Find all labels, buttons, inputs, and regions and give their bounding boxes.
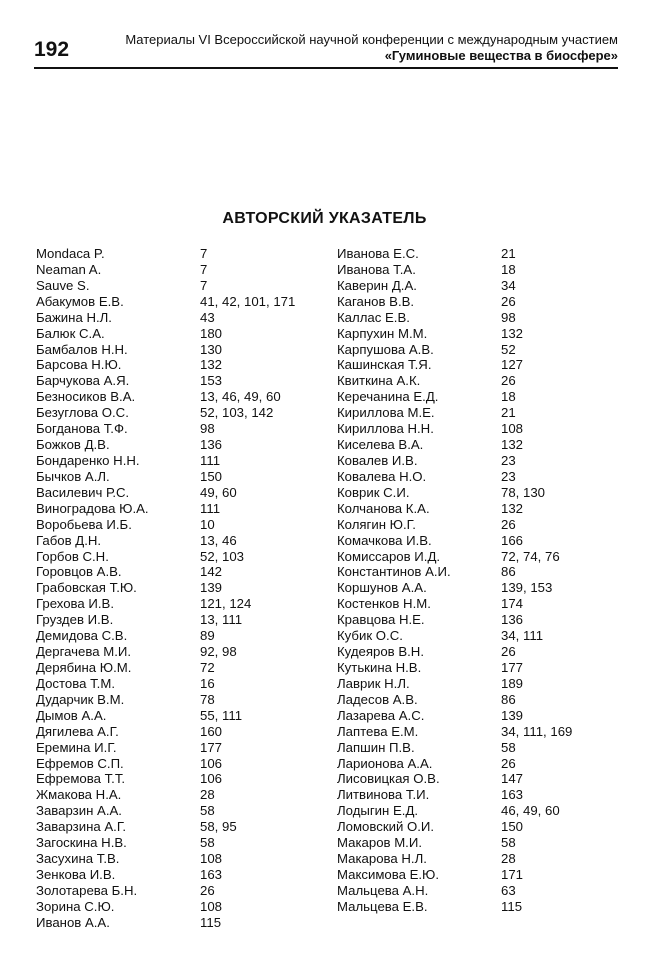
page-references: 52, 103 (200, 548, 244, 564)
page-references: 108 (501, 421, 524, 437)
index-entry (337, 692, 627, 708)
index-entry (337, 262, 627, 278)
index-entry (337, 373, 627, 389)
index-entry (36, 596, 326, 612)
author-name: Лапшин П.В. (337, 739, 415, 755)
author-name: Каганов В.В. (337, 293, 415, 309)
index-entry (337, 294, 627, 310)
index-entry (36, 724, 326, 740)
index-entry (337, 342, 627, 358)
page-references: 108 (200, 851, 223, 867)
author-name: Mondaca P. (36, 246, 105, 261)
page-references: 150 (200, 468, 223, 484)
page-references: 160 (200, 723, 223, 739)
index-entry (36, 883, 326, 899)
author-name: Ломовский О.И. (337, 819, 435, 835)
page-references: 18 (501, 389, 516, 405)
page-references: 7 (200, 261, 208, 277)
author-name: Габов Д.Н. (36, 532, 102, 548)
index-entry (337, 644, 627, 660)
index-entry (36, 326, 326, 342)
index-entry (337, 469, 627, 485)
author-name: Лисовицкая О.В. (337, 771, 440, 787)
author-name: Макарова Н.Л. (337, 851, 427, 867)
page-references: 115 (200, 914, 222, 930)
page-references: 78, 130 (501, 484, 545, 500)
index-entry (337, 549, 627, 565)
author-name: Грабовская Т.Ю. (36, 580, 137, 596)
author-name: Карпухин М.М. (337, 325, 428, 341)
author-name: Кравцова Н.Е. (337, 612, 425, 628)
index-entry (36, 437, 326, 453)
page-references: 7 (200, 277, 208, 293)
author-name: Кубик О.С. (337, 628, 403, 644)
author-name: Засухина Т.В. (36, 851, 120, 867)
page-references: 89 (200, 628, 215, 644)
index-entry (36, 564, 326, 580)
index-entry (337, 501, 627, 517)
section-title: АВТОРСКИЙ УКАЗАТЕЛЬ (222, 210, 427, 227)
page-references: 115 (501, 898, 523, 914)
page-references: 130 (200, 341, 223, 357)
author-name: Бажина Н.Л. (36, 309, 112, 325)
page-references: 16 (200, 675, 215, 691)
index-entry (36, 262, 326, 278)
author-name: Кашинская Т.Я. (337, 357, 432, 373)
index-entry (36, 485, 326, 501)
page-references: 150 (501, 819, 524, 835)
author-name: Колягин Ю.Г. (337, 516, 416, 532)
page-references: 13, 111 (200, 612, 243, 628)
author-name: Ковалева Н.О. (337, 468, 427, 484)
page-references: 78 (200, 691, 215, 707)
page-references: 98 (501, 309, 516, 325)
author-name: Neaman A. (36, 261, 102, 277)
index-entry (36, 676, 326, 692)
index-entry (36, 835, 326, 851)
index-entry (337, 883, 627, 899)
index-entry (36, 692, 326, 708)
page-references: 132 (200, 357, 223, 373)
index-entry (337, 660, 627, 676)
page-references: 34, 111, 169 (501, 723, 573, 739)
page-references: 127 (501, 357, 524, 373)
author-name: Литвинова Т.И. (337, 787, 430, 803)
page-references: 26 (501, 293, 516, 309)
author-name: Горбов С.Н. (36, 548, 109, 564)
index-entry (337, 771, 627, 787)
index-entry (337, 899, 627, 915)
index-entry (337, 453, 627, 469)
index-entry (36, 373, 326, 389)
page-references: 41, 42, 101, 171 (200, 293, 296, 309)
author-name: Воробьева И.Б. (36, 516, 132, 532)
author-name: Дергачева М.И. (36, 644, 132, 660)
page-references: 13, 46, 49, 60 (200, 389, 281, 405)
page-references: 26 (501, 373, 516, 389)
author-name: Sauve S. (36, 277, 90, 293)
author-name: Дягилева А.Г. (36, 723, 119, 739)
index-entry (36, 580, 326, 596)
author-name: Безуглова О.С. (36, 405, 129, 421)
author-name: Ефремов С.П. (36, 755, 124, 771)
author-name: Кириллова М.Е. (337, 405, 435, 421)
page-references: 86 (501, 564, 516, 580)
author-name: Абакумов Е.В. (36, 293, 124, 309)
index-entry (36, 405, 326, 421)
header-rule (34, 67, 618, 69)
page-references: 7 (200, 246, 208, 261)
page-references: 23 (501, 452, 516, 468)
index-entry (36, 246, 326, 262)
author-name: Бамбалов Н.Н. (36, 341, 128, 357)
page-references: 106 (200, 771, 223, 787)
index-entry (36, 421, 326, 437)
index-entry (337, 278, 627, 294)
page-references: 132 (501, 500, 524, 516)
page-references: 174 (501, 596, 524, 612)
index-entry (36, 708, 326, 724)
index-entry (36, 549, 326, 565)
page-references: 55, 111 (200, 707, 243, 723)
page-references: 23 (501, 468, 516, 484)
author-name: Божков Д.В. (36, 437, 110, 453)
page-references: 180 (200, 325, 223, 341)
author-name: Заварзин А.А. (36, 803, 122, 819)
page-references: 142 (200, 564, 223, 580)
author-name: Золотарева Б.Н. (36, 882, 138, 898)
page-references: 72, 74, 76 (501, 548, 560, 564)
page-references: 28 (501, 851, 516, 867)
page-references: 139 (501, 707, 524, 723)
author-index-right-column (337, 246, 627, 915)
author-name: Барсова Н.Ю. (36, 357, 122, 373)
index-entry (36, 787, 326, 803)
author-name: Богданова Т.Ф. (36, 421, 128, 437)
author-name: Комачкова И.В. (337, 532, 432, 548)
index-entry (337, 851, 627, 867)
page-references: 136 (501, 612, 524, 628)
page-references: 26 (501, 516, 516, 532)
index-entry (337, 389, 627, 405)
index-entry (337, 596, 627, 612)
index-entry (337, 740, 627, 756)
author-name: Квиткина А.К. (337, 373, 421, 389)
page-references: 34 (501, 277, 516, 293)
page-references: 163 (200, 866, 223, 882)
author-name: Жмакова Н.А. (36, 787, 122, 803)
index-entry (337, 803, 627, 819)
index-entry (337, 628, 627, 644)
index-entry (36, 310, 326, 326)
index-entry (337, 405, 627, 421)
author-name: Комиссаров И.Д. (337, 548, 441, 564)
page-references: 72 (200, 659, 215, 675)
index-entry (337, 357, 627, 373)
page-references: 106 (200, 755, 223, 771)
index-entry (337, 756, 627, 772)
index-entry (36, 357, 326, 373)
author-name: Лаптева Е.М. (337, 723, 419, 739)
page-references: 177 (200, 739, 223, 755)
index-entry (337, 246, 627, 262)
page-references: 52 (501, 341, 516, 357)
page-references: 58 (501, 739, 516, 755)
page-references: 26 (501, 755, 516, 771)
page-references: 58 (501, 835, 516, 851)
author-name: Каверин Д.А. (337, 277, 417, 293)
page-references: 34, 111 (501, 628, 544, 644)
index-entry (36, 803, 326, 819)
index-entry (36, 517, 326, 533)
author-name: Груздев И.В. (36, 612, 114, 628)
author-name: Бычков А.Л. (36, 468, 110, 484)
page-references: 108 (200, 898, 223, 914)
page-references: 153 (200, 373, 223, 389)
author-name: Коврик С.И. (337, 484, 410, 500)
author-name: Ладесов А.В. (337, 691, 418, 707)
index-entry (36, 644, 326, 660)
index-entry (337, 564, 627, 580)
page-references: 18 (501, 261, 516, 277)
index-entry (337, 310, 627, 326)
index-entry (337, 676, 627, 692)
author-name: Мальцева Е.В. (337, 898, 428, 914)
author-name: Иванова Т.А. (337, 261, 416, 277)
page-references: 136 (200, 437, 223, 453)
author-name: Костенков Н.М. (337, 596, 431, 612)
index-entry (337, 485, 627, 501)
index-entry (36, 740, 326, 756)
page-references: 63 (501, 882, 516, 898)
author-name: Балюк С.А. (36, 325, 105, 341)
index-entry (337, 580, 627, 596)
index-entry (337, 326, 627, 342)
page-references: 147 (501, 771, 524, 787)
author-name: Дударчик В.М. (36, 691, 125, 707)
page-references: 58 (200, 803, 215, 819)
page-references: 111 (200, 452, 221, 468)
page-references: 98 (200, 421, 215, 437)
page-references: 177 (501, 659, 524, 675)
page-references: 121, 124 (200, 596, 252, 612)
author-name: Колчанова К.А. (337, 500, 430, 516)
author-name: Еремина И.Г. (36, 739, 117, 755)
author-name: Керечанина Е.Д. (337, 389, 439, 405)
page-references: 49, 60 (200, 484, 237, 500)
index-entry (36, 389, 326, 405)
author-name: Горовцов А.В. (36, 564, 122, 580)
author-name: Иванов А.А. (36, 914, 110, 930)
page-references: 58 (200, 835, 215, 851)
index-entry (337, 612, 627, 628)
page-number: 192 (34, 38, 70, 61)
author-name: Кутькина Н.В. (337, 659, 422, 675)
author-name: Каллас Е.В. (337, 309, 410, 325)
index-entry (36, 771, 326, 787)
author-name: Зорина С.Ю. (36, 898, 115, 914)
author-name: Кириллова Н.Н. (337, 421, 434, 437)
author-name: Киселева В.А. (337, 437, 424, 453)
index-entry (36, 278, 326, 294)
page-references: 132 (501, 437, 524, 453)
author-name: Ковалев И.В. (337, 452, 418, 468)
index-entry (36, 342, 326, 358)
page-references: 26 (501, 644, 516, 660)
author-name: Безносиков В.А. (36, 389, 136, 405)
page-references: 10 (200, 516, 215, 532)
author-name: Зенкова И.В. (36, 866, 116, 882)
author-index-left-column (36, 246, 326, 931)
author-name: Ефремова Т.Т. (36, 771, 126, 787)
author-name: Василевич Р.С. (36, 484, 130, 500)
author-name: Максимова Е.Ю. (337, 866, 440, 882)
header-conference-subtitle: «Гуминовые вещества в биосфере» (384, 48, 618, 63)
author-name: Достова Т.М. (36, 675, 115, 691)
index-entry (36, 899, 326, 915)
author-name: Лазарева А.С. (337, 707, 425, 723)
index-entry (337, 437, 627, 453)
index-entry (337, 787, 627, 803)
index-entry (36, 294, 326, 310)
author-name: Кудеяров В.Н. (337, 644, 424, 660)
author-name: Барчукова А.Я. (36, 373, 130, 389)
page-references: 86 (501, 691, 516, 707)
page-references: 52, 103, 142 (200, 405, 274, 421)
index-entry (337, 517, 627, 533)
index-entry (36, 612, 326, 628)
author-name: Мальцева А.Н. (337, 882, 429, 898)
page-references: 58, 95 (200, 819, 237, 835)
page-references: 28 (200, 787, 215, 803)
author-name: Демидова С.В. (36, 628, 128, 644)
header-conference-title: Материалы VI Всероссийской научной конференции с международным участием (125, 32, 618, 47)
index-entry (36, 819, 326, 835)
page-references: 46, 49, 60 (501, 803, 560, 819)
author-name: Ларионова А.А. (337, 755, 433, 771)
page-references: 13, 46 (200, 532, 237, 548)
index-entry (337, 724, 627, 740)
index-entry (36, 756, 326, 772)
index-entry (337, 708, 627, 724)
index-entry (36, 501, 326, 517)
page-references: 166 (501, 532, 524, 548)
index-entry (36, 660, 326, 676)
index-entry (36, 851, 326, 867)
index-entry (337, 867, 627, 883)
page-references: 21 (501, 405, 516, 421)
author-name: Дерябина Ю.М. (36, 659, 132, 675)
author-name: Виноградова Ю.А. (36, 500, 149, 516)
page-references: 26 (200, 882, 215, 898)
index-entry (36, 469, 326, 485)
page-references: 171 (501, 866, 524, 882)
author-name: Макаров М.И. (337, 835, 422, 851)
page-references: 21 (501, 246, 516, 261)
page-references: 43 (200, 309, 215, 325)
author-name: Загоскина Н.В. (36, 835, 127, 851)
index-entry (36, 628, 326, 644)
page-header (34, 24, 618, 74)
author-name: Коршунов А.А. (337, 580, 427, 596)
author-name: Лаврик Н.Л. (337, 675, 410, 691)
page-references: 92, 98 (200, 644, 237, 660)
index-entry (337, 421, 627, 437)
author-name: Бондаренко Н.Н. (36, 452, 140, 468)
author-name: Дымов А.А. (36, 707, 107, 723)
index-entry (36, 915, 326, 931)
page-references: 111 (200, 500, 221, 516)
author-name: Лодыгин Е.Д. (337, 803, 419, 819)
index-entry (36, 867, 326, 883)
author-name: Заварзина А.Г. (36, 819, 127, 835)
page-references: 189 (501, 675, 524, 691)
index-entry (337, 819, 627, 835)
index-entry (337, 533, 627, 549)
author-name: Грехова И.В. (36, 596, 115, 612)
page-references: 139 (200, 580, 223, 596)
author-name: Карпушова А.В. (337, 341, 434, 357)
page-references: 132 (501, 325, 524, 341)
author-name: Константинов А.И. (337, 564, 451, 580)
index-entry (36, 453, 326, 469)
index-entry (36, 533, 326, 549)
author-name: Иванова Е.С. (337, 246, 419, 261)
index-entry (337, 835, 627, 851)
page-references: 163 (501, 787, 524, 803)
page-references: 139, 153 (501, 580, 553, 596)
